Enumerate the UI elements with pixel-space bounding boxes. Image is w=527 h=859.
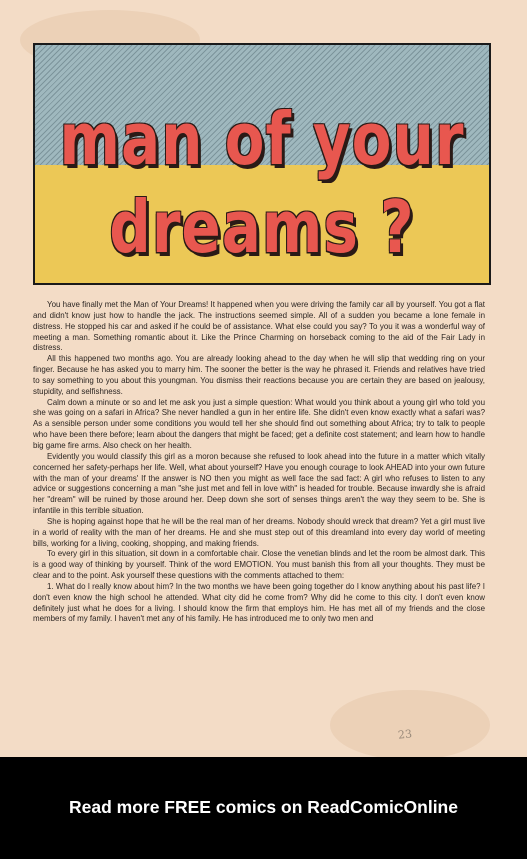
article-body — [33, 300, 485, 625]
read-more-link[interactable]: Read more FREE comics on ReadComicOnline — [69, 797, 458, 817]
paragraph: She is hoping against hope that he will be the real man of her dreams. Nobody should wreck that dream? Yet a girl must live in a world of reality with the man of her dreams. He and she must step out of this dreamland into every day world of meeting bills, working for a living, cooking, shopping, and making friends. — [33, 516, 485, 548]
title-line-2: dreams ? — [109, 184, 415, 270]
paragraph: To every girl in this situation, sit down in a comfortable chair. Close the venetian blinds and let the room be almost dark. This is a good way of thinking by yourself. Think of the word EMOTION. You must banish this from all your thoughts. They must be clear and to the point. Ask yourself these questions with the comments attached to them: — [33, 549, 485, 581]
paragraph: You have finally met the Man of Your Dreams! It happened when you were driving the family car all by yourself. You got a flat and didn't know just how to handle the jack. The instructions seemed simple. All of a sudden you became a lone female in distress. He stopped his car and asked if he could be of assistance. What else could you say? To you it was a wonderful way of meeting a man. Something romantic about it. Like the Prince Charming on horseback coming to the aid of the Fair Lady in distress. — [33, 300, 485, 353]
page-number: 23 — [397, 727, 413, 742]
footer-bar — [0, 757, 527, 859]
paragraph: Calm down a minute or so and let me ask you just a simple question: What would you think about a young girl who told you she was going on a safari in Africa? She never handled a gun in her entire life. She didn't even know exactly what a safari was? As a sensible person under some conditions you would tell her she should find out something about Africa; try to talk to people who have been there before; learn about the dangers that might be faced; get a definite cost statement; and learn how to handle big game fire arms. Also check on her health. — [33, 397, 485, 450]
paper-stain — [330, 690, 490, 757]
paragraph: All this happened two months ago. You are already looking ahead to the day when he will slip that wedding ring on your finger. Because he has asked you to marry him. The sooner the better is the way he phrased it. Friends and relatives have tried to say something to you about this youngman. You dismiss their reactions because you are certain they are based on jealousy, stupidity, and selfishness. — [33, 354, 485, 396]
title-banner — [33, 43, 491, 285]
title-line-1: man of your — [59, 96, 465, 182]
paragraph: 1. What do I really know about him? In the two months we have been going together do I know anything about his past life? I don't even know the high school he attended. What city did he come from? Why did he come to this city. I don't even know definitely just what he does for a living. I should know the firm that employs him. He has met all of my friends and the close members of my family. I haven't met any of his family. He has introduced me to only two men and — [33, 581, 485, 624]
paragraph: Evidently you would classify this girl as a moron because she refused to look ahead into the future in a matter which vitally concerned her safety-perhaps her life. Well, what about yourself? Have you enough courage to look AHEAD into your own future with the man of your dreams' If the answer is NO then you might as well face the sad fact: A girl who refuses to listen to any advice or suggestions concerning a man "she just met and fell in love with" is headed for trouble. Because inwardly she is afraid her "dream" will be ruined by those around her. Deep down she sort of senses things aren't the way they seem to be. She is infantile in this terrible situation. — [33, 451, 485, 516]
